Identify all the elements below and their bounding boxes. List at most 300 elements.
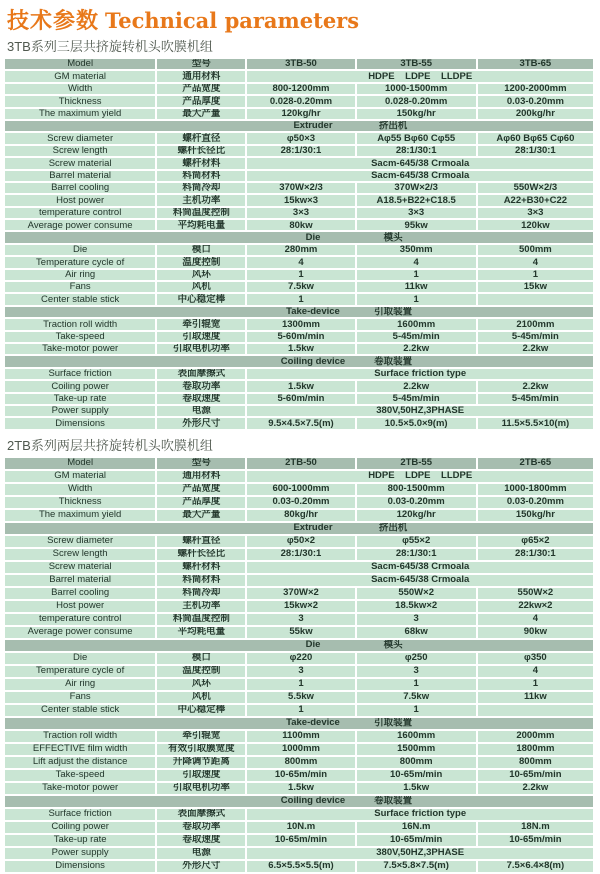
- row-label-en: Take-up rate: [5, 394, 155, 404]
- row-label-cn: 外形尺寸: [157, 861, 245, 872]
- table-row: [5, 319, 593, 329]
- value-cell: 7.5×5.8×7.5(m): [357, 861, 476, 872]
- merged-value-cell: 380V,50HZ,3PHASE: [247, 848, 593, 859]
- row-label-cn: 主机功率: [157, 195, 245, 205]
- table-row: [5, 627, 593, 638]
- value-cell: 11.5×5.5×10(m): [478, 418, 593, 428]
- value-cell: 1: [247, 294, 354, 304]
- row-label-en: Traction roll width: [5, 319, 155, 329]
- value-cell: 10-65m/min: [357, 770, 476, 781]
- value-cell: 1: [247, 679, 354, 690]
- row-label-en: Screw length: [5, 549, 155, 560]
- page-title-cn: 技术参数: [7, 8, 100, 33]
- table-row: [5, 705, 593, 716]
- section-label-cn: 引取装置: [374, 306, 413, 318]
- model-cell: 2TB-55: [357, 458, 476, 469]
- value-cell: 4: [357, 257, 476, 267]
- value-cell: 120kg/hr: [357, 510, 476, 521]
- value-cell: 10-65m/min: [478, 770, 593, 781]
- value-cell: 15kw×3: [247, 195, 354, 205]
- table-row: [5, 96, 593, 106]
- table-row: [5, 344, 593, 354]
- table-row: [5, 653, 593, 664]
- section-label-en: Extruder: [293, 522, 333, 534]
- section-header-cell: [5, 232, 593, 242]
- value-cell: 1.5kw: [357, 783, 476, 794]
- row-label-cn: 引取电机功率: [157, 783, 245, 794]
- row-label-en: Die: [5, 653, 155, 664]
- value-cell: 55kw: [247, 627, 354, 638]
- row-label-en: Screw material: [5, 562, 155, 573]
- row-label-en: Thickness: [5, 497, 155, 508]
- value-cell: 11kw: [478, 692, 593, 703]
- value-cell: Aφ55 Bφ60 Cφ55: [357, 133, 476, 143]
- params-table-3tb: [3, 57, 595, 431]
- row-label-cn: 引取速度: [157, 770, 245, 781]
- value-cell: 0.03-0.20mm: [357, 497, 476, 508]
- row-label-cn: 产品厚度: [157, 96, 245, 106]
- table-row: [5, 692, 593, 703]
- row-label-cn: 风机: [157, 282, 245, 292]
- value-cell: 7.5kw: [247, 282, 354, 292]
- section-label-cn: 引取装置: [374, 717, 413, 729]
- value-cell: 5-60m/min: [247, 332, 354, 342]
- value-cell: 4: [478, 666, 593, 677]
- row-label-cn: 卷取速度: [157, 394, 245, 404]
- table-row: [5, 666, 593, 677]
- merged-value-cell: Sacm-645/38 Crmoala: [247, 575, 593, 586]
- row-label-en: Barrel material: [5, 171, 155, 181]
- model-cell: 3TB-65: [478, 59, 593, 69]
- row-label-en: Surface friction: [5, 809, 155, 820]
- row-label-en: Host power: [5, 195, 155, 205]
- row-label-cn: 模口: [157, 653, 245, 664]
- table-row: [5, 109, 593, 119]
- section-row: [5, 307, 593, 317]
- value-cell: 370W×2: [247, 588, 354, 599]
- row-label-cn: 螺杆长径比: [157, 146, 245, 156]
- row-label-en: Take-up rate: [5, 835, 155, 846]
- value-cell: 1: [478, 679, 593, 690]
- value-cell: 1.5kw: [247, 344, 354, 354]
- value-cell: 1600mm: [357, 731, 476, 742]
- value-cell: 3: [247, 666, 354, 677]
- table-row: [5, 171, 593, 181]
- row-label-cn: 螺杆材料: [157, 562, 245, 573]
- value-cell: 6.5×5.5×5.5(m): [247, 861, 354, 872]
- row-label-cn: 产品厚度: [157, 497, 245, 508]
- value-cell: 90kw: [478, 627, 593, 638]
- params-table-2tb: [3, 456, 595, 874]
- row-label-cn: 螺杆直径: [157, 536, 245, 547]
- value-cell: 28:1/30:1: [357, 549, 476, 560]
- row-label-en: Dimensions: [5, 861, 155, 872]
- section-header-cell: [5, 523, 593, 534]
- row-label-cn: 温度控制: [157, 666, 245, 677]
- value-cell: φ55×2: [357, 536, 476, 547]
- value-cell: 350mm: [357, 245, 476, 255]
- table-row: [5, 835, 593, 846]
- row-label-cn: 外形尺寸: [157, 418, 245, 428]
- table-row: [5, 294, 593, 304]
- table-row: [5, 679, 593, 690]
- value-cell: 1200-2000mm: [478, 84, 593, 94]
- value-cell: 28:1/30:1: [247, 146, 354, 156]
- value-cell: 22kw×2: [478, 601, 593, 612]
- row-label-en: Traction roll width: [5, 731, 155, 742]
- row-label-cn: 引取电机功率: [157, 344, 245, 354]
- row-label-cn: 产品宽度: [157, 484, 245, 495]
- row-label-en: The maximum yield: [5, 109, 155, 119]
- row-label-en: Screw material: [5, 158, 155, 168]
- page-title: [0, 0, 600, 32]
- value-cell: 10-65m/min: [247, 835, 354, 846]
- value-cell: 4: [478, 257, 593, 267]
- value-cell: 1000-1500mm: [357, 84, 476, 94]
- section-label-cn: 卷取装置: [374, 356, 413, 367]
- row-label-en: Host power: [5, 601, 155, 612]
- table-row: [5, 575, 593, 586]
- value-cell: 10-65m/min: [357, 835, 476, 846]
- table-row: [5, 208, 593, 218]
- section-label-en: Take-device: [286, 306, 340, 318]
- table-row: [5, 394, 593, 404]
- value-cell: φ220: [247, 653, 354, 664]
- table-row: [5, 783, 593, 794]
- value-cell: 2100mm: [478, 319, 593, 329]
- row-label-en: Power supply: [5, 406, 155, 416]
- value-cell: 7.5kw: [357, 692, 476, 703]
- table-row: [5, 809, 593, 820]
- row-label-en: Lift adjust the distance: [5, 757, 155, 768]
- row-label-cn: 表面摩擦式: [157, 369, 245, 379]
- value-cell: 9.5×4.5×7.5(m): [247, 418, 354, 428]
- table-row: [5, 195, 593, 205]
- row-label-en: Die: [5, 245, 155, 255]
- value-cell: 600-1000mm: [247, 484, 354, 495]
- row-label-cn: 料筒冷却: [157, 588, 245, 599]
- value-cell: φ65×2: [478, 536, 593, 547]
- section-header-cell: [5, 718, 593, 729]
- table-row: [5, 257, 593, 267]
- value-cell: 0.028-0.20mm: [357, 96, 476, 106]
- value-cell: 280mm: [247, 245, 354, 255]
- row-label-cn: 中心稳定棒: [157, 294, 245, 304]
- value-cell: 28:1/30:1: [478, 146, 593, 156]
- row-label-en: Width: [5, 84, 155, 94]
- row-label-en: Screw diameter: [5, 133, 155, 143]
- row-label-en: Take-motor power: [5, 344, 155, 354]
- value-cell: 16N.m: [357, 822, 476, 833]
- table-row: [5, 848, 593, 859]
- section-label-cn: 模头: [383, 639, 403, 651]
- table-row: [5, 406, 593, 416]
- section-row: [5, 356, 593, 366]
- section-label-en: Coiling device: [280, 356, 346, 367]
- value-cell: 1: [357, 294, 476, 304]
- table-row: [5, 861, 593, 872]
- model-cell: 2TB-65: [478, 458, 593, 469]
- table-row: [5, 332, 593, 342]
- table-row: [5, 418, 593, 428]
- value-cell: [478, 705, 593, 716]
- table-row: [5, 71, 593, 81]
- row-label-cn: 通用材料: [157, 71, 245, 81]
- row-label-en: Temperature cycle of: [5, 257, 155, 267]
- row-label-en: Fans: [5, 282, 155, 292]
- table-row: [5, 220, 593, 230]
- merged-value-cell: 380V,50HZ,3PHASE: [247, 406, 593, 416]
- value-cell: 3×3: [357, 208, 476, 218]
- row-label-en: Thickness: [5, 96, 155, 106]
- value-cell: 1.5kw: [247, 381, 354, 391]
- row-label-cn: 卷取速度: [157, 835, 245, 846]
- page-title-en: Technical parameters: [105, 8, 360, 33]
- table-row: [5, 158, 593, 168]
- table-row: [5, 282, 593, 292]
- row-label-en: GM material: [5, 71, 155, 81]
- row-label-cn: 通用材料: [157, 471, 245, 482]
- row-label-en: Coiling power: [5, 381, 155, 391]
- value-cell: 2.2kw: [478, 344, 593, 354]
- value-cell: 18.5kw×2: [357, 601, 476, 612]
- merged-value-cell: HDPE LDPE LLDPE: [247, 471, 593, 482]
- table-row: [5, 146, 593, 156]
- value-cell: 1: [247, 705, 354, 716]
- table-row: [5, 381, 593, 391]
- row-label-en: Fans: [5, 692, 155, 703]
- table-row: [5, 369, 593, 379]
- value-cell: 3×3: [247, 208, 354, 218]
- value-cell: 1500mm: [357, 744, 476, 755]
- row-label-cn: 产品宽度: [157, 84, 245, 94]
- value-cell: 800mm: [357, 757, 476, 768]
- table-row: [5, 731, 593, 742]
- table-row: [5, 270, 593, 280]
- row-label-cn: 螺杆直径: [157, 133, 245, 143]
- value-cell: φ50×2: [247, 536, 354, 547]
- row-label-cn: 引取速度: [157, 332, 245, 342]
- row-label-en: Barrel material: [5, 575, 155, 586]
- value-cell: 370W×2/3: [357, 183, 476, 193]
- row-label-cn: 螺杆材料: [157, 158, 245, 168]
- section-label-en: Take-device: [286, 717, 340, 729]
- section-header-cell: [5, 121, 593, 131]
- value-cell: A22+B30+C22: [478, 195, 593, 205]
- section-row: [5, 640, 593, 651]
- row-label-en: Power supply: [5, 848, 155, 859]
- value-cell: 0.028-0.20mm: [247, 96, 354, 106]
- row-label-en: Dimensions: [5, 418, 155, 428]
- value-cell: 150kg/hr: [478, 510, 593, 521]
- value-cell: 2.2kw: [478, 381, 593, 391]
- section-header-cell: [5, 307, 593, 317]
- row-label-cn: 平均耗电量: [157, 627, 245, 638]
- row-label-cn: 料筒冷却: [157, 183, 245, 193]
- table-row: [5, 588, 593, 599]
- row-label-cn: 卷取功率: [157, 381, 245, 391]
- model-cell: 3TB-55: [357, 59, 476, 69]
- section-label-en: Coiling device: [280, 795, 346, 807]
- value-cell: 7.5×6.4×8(m): [478, 861, 593, 872]
- value-cell: 3: [247, 614, 354, 625]
- row-label-cn: 料筒温度控制: [157, 614, 245, 625]
- row-label-cn: 模口: [157, 245, 245, 255]
- row-label-en: Model: [5, 458, 155, 469]
- table-row: [5, 744, 593, 755]
- section-label-en: Die: [305, 639, 321, 651]
- value-cell: 1: [357, 270, 476, 280]
- value-cell: 1800mm: [478, 744, 593, 755]
- row-label-cn: 料筒材料: [157, 575, 245, 586]
- row-label-en: The maximum yield: [5, 510, 155, 521]
- table-row: [5, 245, 593, 255]
- table-row: [5, 59, 593, 69]
- row-label-cn: 电源: [157, 848, 245, 859]
- row-label-en: Take-motor power: [5, 783, 155, 794]
- value-cell: 2.2kw: [478, 783, 593, 794]
- section-label-cn: 模头: [383, 232, 403, 243]
- table-row: [5, 536, 593, 547]
- merged-value-cell: Sacm-645/38 Crmoala: [247, 562, 593, 573]
- row-label-en: temperature control: [5, 208, 155, 218]
- value-cell: 10N.m: [247, 822, 354, 833]
- section-label-cn: 挤出机: [378, 522, 408, 534]
- row-label-cn: 平均耗电量: [157, 220, 245, 230]
- value-cell: 3: [357, 666, 476, 677]
- value-cell: 10-65m/min: [247, 770, 354, 781]
- value-cell: 68kw: [357, 627, 476, 638]
- value-cell: 1.5kw: [247, 783, 354, 794]
- section-header-cell: [5, 356, 593, 366]
- section-row: [5, 718, 593, 729]
- row-label-en: Barrel cooling: [5, 588, 155, 599]
- value-cell: 3×3: [478, 208, 593, 218]
- row-label-cn: 风机: [157, 692, 245, 703]
- value-cell: 2.2kw: [357, 344, 476, 354]
- table-row: [5, 183, 593, 193]
- value-cell: 1100mm: [247, 731, 354, 742]
- table-row: [5, 770, 593, 781]
- value-cell: 800mm: [478, 757, 593, 768]
- row-label-cn: 有效引取膜宽度: [157, 744, 245, 755]
- value-cell: 1: [247, 270, 354, 280]
- value-cell: 1: [478, 270, 593, 280]
- row-label-en: Average power consume: [5, 627, 155, 638]
- value-cell: 11kw: [357, 282, 476, 292]
- row-label-cn: 风环: [157, 679, 245, 690]
- row-label-cn: 料筒温度控制: [157, 208, 245, 218]
- value-cell: 5-45m/min: [478, 332, 593, 342]
- merged-value-cell: Sacm-645/38 Crmoala: [247, 158, 593, 168]
- row-label-en: Air ring: [5, 270, 155, 280]
- merged-value-cell: Surface friction type: [247, 369, 593, 379]
- value-cell: 5-45m/min: [478, 394, 593, 404]
- value-cell: 1300mm: [247, 319, 354, 329]
- section-header-cell: [5, 796, 593, 807]
- table-section-2tb: [0, 435, 600, 874]
- value-cell: 0.03-0.20mm: [478, 96, 593, 106]
- value-cell: 5-45m/min: [357, 394, 476, 404]
- row-label-en: Air ring: [5, 679, 155, 690]
- row-label-en: temperature control: [5, 614, 155, 625]
- value-cell: 4: [478, 614, 593, 625]
- value-cell: 15kw×2: [247, 601, 354, 612]
- value-cell: 95kw: [357, 220, 476, 230]
- value-cell: 28:1/30:1: [247, 549, 354, 560]
- section-row: [5, 121, 593, 131]
- table-row: [5, 822, 593, 833]
- row-label-cn: 风环: [157, 270, 245, 280]
- value-cell: 10.5×5.0×9(m): [357, 418, 476, 428]
- value-cell: 1600mm: [357, 319, 476, 329]
- value-cell: Aφ60 Bφ65 Cφ60: [478, 133, 593, 143]
- value-cell: 10-65m/min: [478, 835, 593, 846]
- table-row: [5, 133, 593, 143]
- row-label-en: Take-speed: [5, 332, 155, 342]
- value-cell: 15kw: [478, 282, 593, 292]
- table-row: [5, 84, 593, 94]
- section-row: [5, 796, 593, 807]
- value-cell: 28:1/30:1: [478, 549, 593, 560]
- model-cell: 3TB-50: [247, 59, 354, 69]
- table-row: [5, 601, 593, 612]
- value-cell: 800mm: [247, 757, 354, 768]
- row-label-en: Coiling power: [5, 822, 155, 833]
- section-label-en: Extruder: [293, 120, 333, 132]
- value-cell: 0.03-0.20mm: [478, 497, 593, 508]
- value-cell: φ50×3: [247, 133, 354, 143]
- value-cell: 550W×2/3: [478, 183, 593, 193]
- value-cell: 120kw: [478, 220, 593, 230]
- table-section-3tb: [0, 36, 600, 431]
- section-header-cell: [5, 640, 593, 651]
- subtitle-3tb: 3TB系列三层共挤旋转机头吹膜机组: [7, 39, 213, 54]
- table-row: [5, 614, 593, 625]
- row-label-cn: 升降调节距离: [157, 757, 245, 768]
- value-cell: 2.2kw: [357, 381, 476, 391]
- merged-value-cell: Surface friction type: [247, 809, 593, 820]
- value-cell: 5-45m/min: [357, 332, 476, 342]
- row-label-cn: 最大产量: [157, 109, 245, 119]
- merged-value-cell: Sacm-645/38 Crmoala: [247, 171, 593, 181]
- row-label-en: Screw length: [5, 146, 155, 156]
- value-cell: 3: [357, 614, 476, 625]
- value-cell: 5.5kw: [247, 692, 354, 703]
- table-row: [5, 484, 593, 495]
- section-label-cn: 挤出机: [378, 120, 408, 132]
- row-label-cn: 型号: [157, 458, 245, 469]
- row-label-en: Average power consume: [5, 220, 155, 230]
- table-row: [5, 562, 593, 573]
- row-label-en: Model: [5, 59, 155, 69]
- row-label-en: Screw diameter: [5, 536, 155, 547]
- row-label-cn: 温度控制: [157, 257, 245, 267]
- section-label-cn: 卷取装置: [374, 795, 413, 807]
- row-label-cn: 最大产量: [157, 510, 245, 521]
- value-cell: 5-60m/min: [247, 394, 354, 404]
- value-cell: 1: [357, 679, 476, 690]
- value-cell: 4: [247, 257, 354, 267]
- value-cell: 0.03-0.20mm: [247, 497, 354, 508]
- value-cell: 800-1500mm: [357, 484, 476, 495]
- value-cell: 1: [357, 705, 476, 716]
- value-cell: 80kw: [247, 220, 354, 230]
- section-label-en: Die: [305, 232, 321, 243]
- value-cell: A18.5+B22+C18.5: [357, 195, 476, 205]
- row-label-cn: 型号: [157, 59, 245, 69]
- row-label-cn: 主机功率: [157, 601, 245, 612]
